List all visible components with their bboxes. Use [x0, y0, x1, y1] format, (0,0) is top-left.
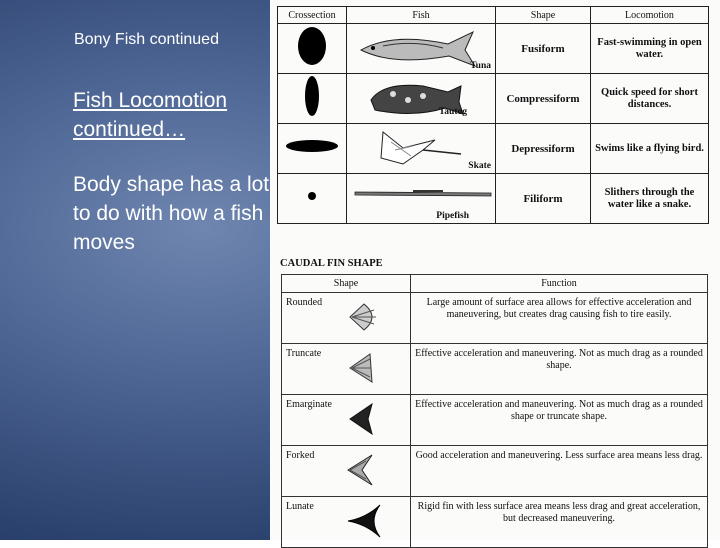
narrow-oval-crossection-icon — [292, 74, 332, 118]
oval-crossection-icon — [292, 24, 332, 68]
crossection-filiform — [278, 174, 347, 224]
caudal-shape-label: Rounded — [286, 297, 323, 308]
crossection-depressiform — [278, 124, 347, 174]
table-row — [278, 24, 709, 74]
fish-tautog-cell — [347, 74, 496, 124]
caudal-shape-cell — [282, 293, 411, 344]
locomotion-text: Slithers through the water like a snake. — [591, 174, 709, 224]
table-row — [282, 344, 708, 395]
slide-heading: Fish Locomotion continued… — [73, 89, 228, 141]
caudal-shape-label: Lunate — [286, 501, 314, 512]
header-shape: Shape — [282, 275, 411, 293]
table-row — [278, 74, 709, 124]
caudal-shape-label: Forked — [286, 450, 315, 461]
shape-name: Compressiform — [496, 74, 591, 124]
table-row — [282, 293, 708, 344]
caudal-function-text: Good acceleration and maneuvering. Less surface area means less drag. — [411, 446, 708, 497]
locomotion-text: Quick speed for short distances. — [591, 74, 709, 124]
header-crossection: Crossection — [278, 7, 347, 24]
shape-name: Depressiform — [496, 124, 591, 174]
truncate-tail-icon — [346, 351, 382, 385]
locomotion-text: Swims like a flying bird. — [591, 124, 709, 174]
table-row — [282, 446, 708, 497]
fish-skate-cell — [347, 124, 496, 174]
shape-name: Fusiform — [496, 24, 591, 74]
shape-name: Filiform — [496, 174, 591, 224]
table-row — [278, 174, 709, 224]
crossection-fusiform — [278, 24, 347, 74]
caudal-function-text: Rigid fin with less surface area means less drag and great acceleration, but decreased maneuvering. — [411, 497, 708, 548]
tuna-fish-icon — [353, 28, 483, 68]
header-function: Function — [411, 275, 708, 293]
caudal-function-text: Large amount of surface area allows for effective acceleration and maneuvering, but creates drag causing fish to tire easily. — [411, 293, 708, 344]
body-shape-table — [277, 6, 709, 224]
dot-crossection-icon — [292, 174, 332, 218]
table-row — [278, 124, 709, 174]
caudal-shape-label: Emarginate — [286, 399, 332, 410]
caudal-shape-cell — [282, 446, 411, 497]
header-shape: Shape — [496, 7, 591, 24]
caudal-shape-cell — [282, 395, 411, 446]
caudal-fin-title: CAUDAL FIN SHAPE — [280, 258, 383, 269]
table-header-row — [282, 275, 708, 293]
header-fish: Fish — [347, 7, 496, 24]
rounded-tail-icon — [346, 300, 382, 334]
table-row — [282, 395, 708, 446]
fish-name: Skate — [468, 161, 491, 171]
caudal-function-text: Effective acceleration and maneuvering. Not as much drag as a rounded shape or truncate shape. — [411, 395, 708, 446]
skate-fish-icon — [353, 128, 483, 168]
locomotion-text: Fast-swimming in open water. — [591, 24, 709, 74]
fish-name: Tuna — [470, 61, 491, 71]
caudal-function-text: Effective acceleration and maneuvering. Not as much drag as a rounded shape. — [411, 344, 708, 395]
fish-pipefish-cell — [347, 174, 496, 224]
header-locomotion: Locomotion — [591, 7, 709, 24]
fish-tuna-cell — [347, 24, 496, 74]
fish-name: Tautog — [438, 107, 467, 117]
caudal-shape-cell — [282, 344, 411, 395]
pipefish-fish-icon — [353, 178, 493, 218]
slide-title: Bony Fish continued — [74, 31, 219, 48]
caudal-fin-table — [281, 274, 708, 548]
table-header-row — [278, 7, 709, 24]
flat-oval-crossection-icon — [284, 124, 340, 168]
crossection-compressiform — [278, 74, 347, 124]
forked-tail-icon — [346, 453, 382, 487]
slide-body-text: Body shape has a lot to do with how a fish moves — [73, 173, 270, 254]
emarginate-tail-icon — [346, 402, 382, 436]
fish-name: Pipefish — [436, 211, 469, 221]
lunate-tail-icon — [346, 504, 386, 538]
caudal-shape-label: Truncate — [286, 348, 322, 359]
